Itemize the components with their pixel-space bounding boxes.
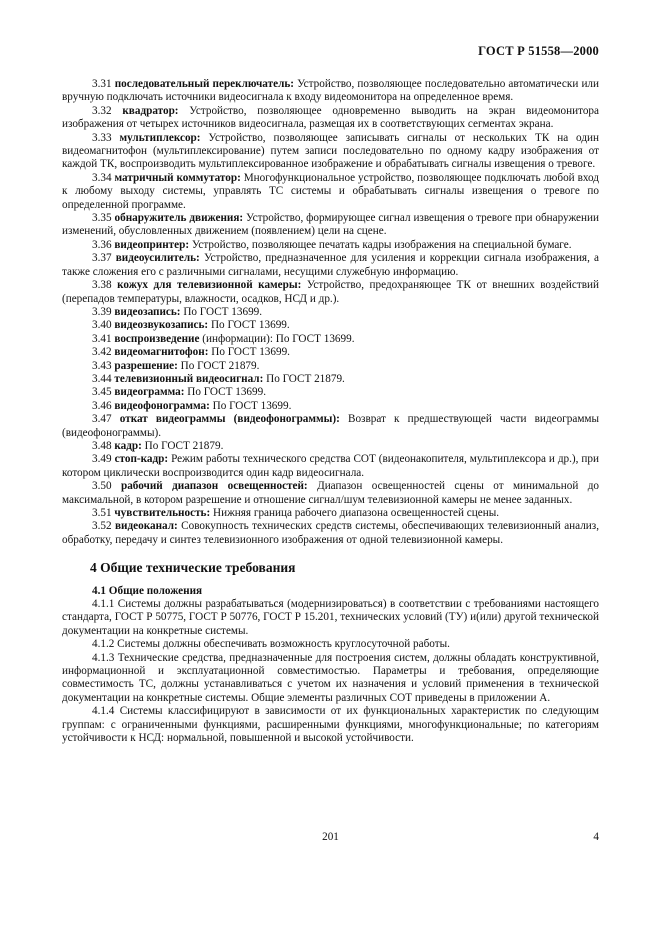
term-definition: Устройство, позволяющее последовательно автоматически или вручную подключать источники видеосигнала к входу видеомонитора на определенное время.: [62, 78, 600, 104]
term-item: [62, 346, 599, 359]
term-number: 3.37: [92, 252, 112, 265]
term-item: [62, 520, 599, 547]
term-number: 3.34: [92, 171, 112, 184]
term-name: видеозвукозапись:: [114, 319, 209, 332]
term-number: 3.46: [92, 399, 112, 412]
clause-paragraph: 4.1.2 Системы должны обеспечивать возможность круглосуточной работы.: [92, 638, 450, 651]
terms-list: [62, 78, 599, 547]
term-number: 3.38: [92, 279, 112, 292]
term-item: [62, 78, 599, 105]
term-name: видеоусилитель:: [115, 252, 200, 265]
term-definition: Нижняя граница рабочего диапазона освещенностей сцены.: [210, 507, 500, 519]
term-definition: Устройство, предохраняющее ТК от внешних воздействий (перепадов температуры, влажности, осадков, НСД и др.).: [62, 279, 600, 305]
term-number: 3.33: [92, 131, 112, 144]
term-definition: Возврат к предшествующей части видеограммы (видеофонограммы).: [62, 413, 599, 439]
page-number-center: 201: [322, 831, 339, 843]
term-definition: По ГОСТ 13699.: [208, 319, 290, 332]
term-name: чувствительность:: [114, 507, 211, 519]
term-definition: По ГОСТ 13699.: [209, 399, 292, 412]
term-definition: По ГОСТ 21879.: [177, 359, 260, 372]
term-item: [62, 386, 599, 399]
term-number: 3.36: [92, 238, 112, 251]
term-name: видеограмма:: [114, 386, 185, 399]
term-item: [62, 105, 599, 132]
term-number: 3.49: [92, 453, 112, 466]
term-name: видеомагнитофон:: [114, 346, 209, 359]
term-item: [62, 440, 599, 453]
term-name: матричный коммутатор:: [114, 171, 241, 184]
term-item: [62, 132, 599, 172]
term-item: [62, 239, 599, 252]
section-title: 4 Общие технические требования: [90, 560, 296, 576]
term-name: кожух для телевизионной камеры:: [117, 279, 302, 292]
term-number: 3.35: [92, 212, 112, 225]
term-item: [62, 480, 599, 507]
term-item: [62, 453, 599, 480]
term-number: 3.40: [92, 319, 112, 332]
term-definition: Устройство, предназначенное для усиления и коррекции сигнала изображения, а также сложения его с различными сигналами, несущими служебную информацию.: [62, 252, 599, 278]
document-body: [62, 78, 599, 746]
term-definition: По ГОСТ 21879.: [141, 439, 224, 452]
term-definition: По ГОСТ 13699.: [180, 305, 263, 318]
term-definition: Диапазон освещенностей сцены от минимальной до максимальной, в котором разрешение и отношение сигнал/шум телевизионной камеры не менее заданных.: [62, 480, 600, 506]
term-name: рабочий диапазон освещенностей:: [120, 480, 308, 493]
clause-paragraph: 4.1.4 Системы классифицируют в зависимости от их функциональных характеристик по следующим группам: с ограниченными функциями, расширенными функциями, многофункциональные; по категориям устойчивости к НСД: нормальной, повышенной и высокой устойчивости.: [62, 705, 599, 745]
page-number-right: 4: [593, 831, 599, 843]
term-number: 3.42: [92, 346, 112, 359]
term-definition: (информации): По ГОСТ 13699.: [199, 332, 355, 345]
term-number: 3.39: [92, 305, 112, 318]
term-name: видеопринтер:: [114, 238, 190, 251]
term-number: 3.31: [92, 78, 112, 90]
term-definition: Устройство, позволяющее одновременно выводить на экран видеомонитора изображения от четырех источников видеосигнала, размещая их в соответствующих сегментах экрана.: [62, 104, 599, 131]
term-number: 3.52: [92, 520, 112, 533]
term-item: [62, 333, 599, 346]
term-number: 3.51: [92, 507, 112, 519]
standard-header: ГОСТ Р 51558—2000: [478, 44, 599, 58]
term-name: воспроизведение: [114, 332, 200, 345]
term-number: 3.32: [92, 104, 112, 117]
term-name: кадр:: [114, 439, 142, 452]
term-name: видеозапись:: [114, 305, 181, 318]
term-number: 3.50: [92, 480, 112, 493]
term-definition: По ГОСТ 13699.: [208, 346, 290, 359]
term-number: 3.45: [92, 386, 112, 399]
term-name: последовательный переключатель:: [114, 78, 294, 90]
term-item: [62, 319, 599, 332]
subsection-title: 4.1 Общие положения: [92, 584, 203, 597]
term-number: 3.48: [92, 439, 112, 452]
term-definition: Совокупность технических средств системы, обеспечивающих телевизионный анализ, обработку, передачу и синтез телевизионного изображения от одной телевизионной камеры.: [62, 520, 599, 546]
term-name: квадратор:: [122, 104, 179, 117]
term-definition: Устройство, формирующее сигнал извещения о тревоге при обнаружении изменений, обусловленных движением (появлением) цели на сцене.: [62, 212, 599, 238]
term-item: [62, 172, 599, 212]
term-item: [62, 252, 599, 279]
term-name: мультиплексор:: [119, 131, 201, 144]
clause-paragraph: 4.1.3 Технические средства, предназначенные для построения систем, должны обладать конструктивной, информационной и эксплуатационной совместимостью. Параметры и требования, определяющие совместимость ТС, должны устанавливаться с учетом их назначения и условий применения в технической документации на конкретные системы. Общие элементы различных СОТ приведены в приложении А.: [62, 651, 599, 704]
term-item: [62, 279, 599, 306]
term-name: стоп-кадр:: [114, 453, 169, 466]
term-number: 3.44: [92, 372, 112, 385]
term-number: 3.47: [92, 413, 112, 426]
term-item: [62, 413, 599, 440]
term-item: [62, 360, 599, 373]
term-item: [62, 400, 599, 413]
term-name: видеоканал:: [115, 520, 178, 533]
term-name: разрешение:: [114, 359, 178, 372]
term-definition: Устройство, позволяющее печатать кадры изображения на специальной бумаге.: [189, 238, 572, 251]
term-item: [62, 212, 599, 239]
clause-paragraph: 4.1.1 Системы должны разрабатываться (модернизироваться) в соответствии с требованиями настоящего стандарта, ГОСТ Р 50775, ГОСТ Р 50776, ГОСТ Р 15.201, технических условий (ТУ) и(или) другой технической документации на конкретные системы.: [62, 598, 599, 637]
term-name: телевизионный видеосигнал:: [114, 372, 264, 385]
term-number: 3.41: [92, 332, 112, 345]
term-definition: По ГОСТ 21879.: [263, 372, 345, 385]
term-definition: Устройство, позволяющее записывать сигналы от нескольких ТК на один видеомагнитофон (мультиплексирование) путем записи последовательно по одному кадру изображения от каждой ТК, воспроизводить мультиплексированное изображение и обрабатывать сигналы извещения о тревоге.: [62, 131, 599, 171]
term-definition: Режим работы технического средства СОТ (видеонакопителя, мультиплексора и др.), при котором циклически воспроизводится один кадр видеосигнала.: [62, 453, 599, 479]
term-definition: По ГОСТ 13699.: [184, 386, 266, 399]
term-number: 3.43: [92, 359, 112, 372]
term-name: видеофонограмма:: [114, 399, 210, 412]
term-name: откат видеограммы (видеофонограммы):: [119, 413, 340, 426]
term-definition: Многофункциональное устройство, позволяющее подключать любой вход к любому выходу системы, управлять ТС системы и обрабатывать сигналы извещения о тревоге по определенной программе.: [62, 171, 599, 211]
term-name: обнаружитель движения:: [114, 212, 244, 225]
term-item: [62, 306, 599, 319]
term-item: [62, 373, 599, 386]
term-item: [62, 507, 599, 520]
paragraphs-list: [62, 598, 599, 745]
